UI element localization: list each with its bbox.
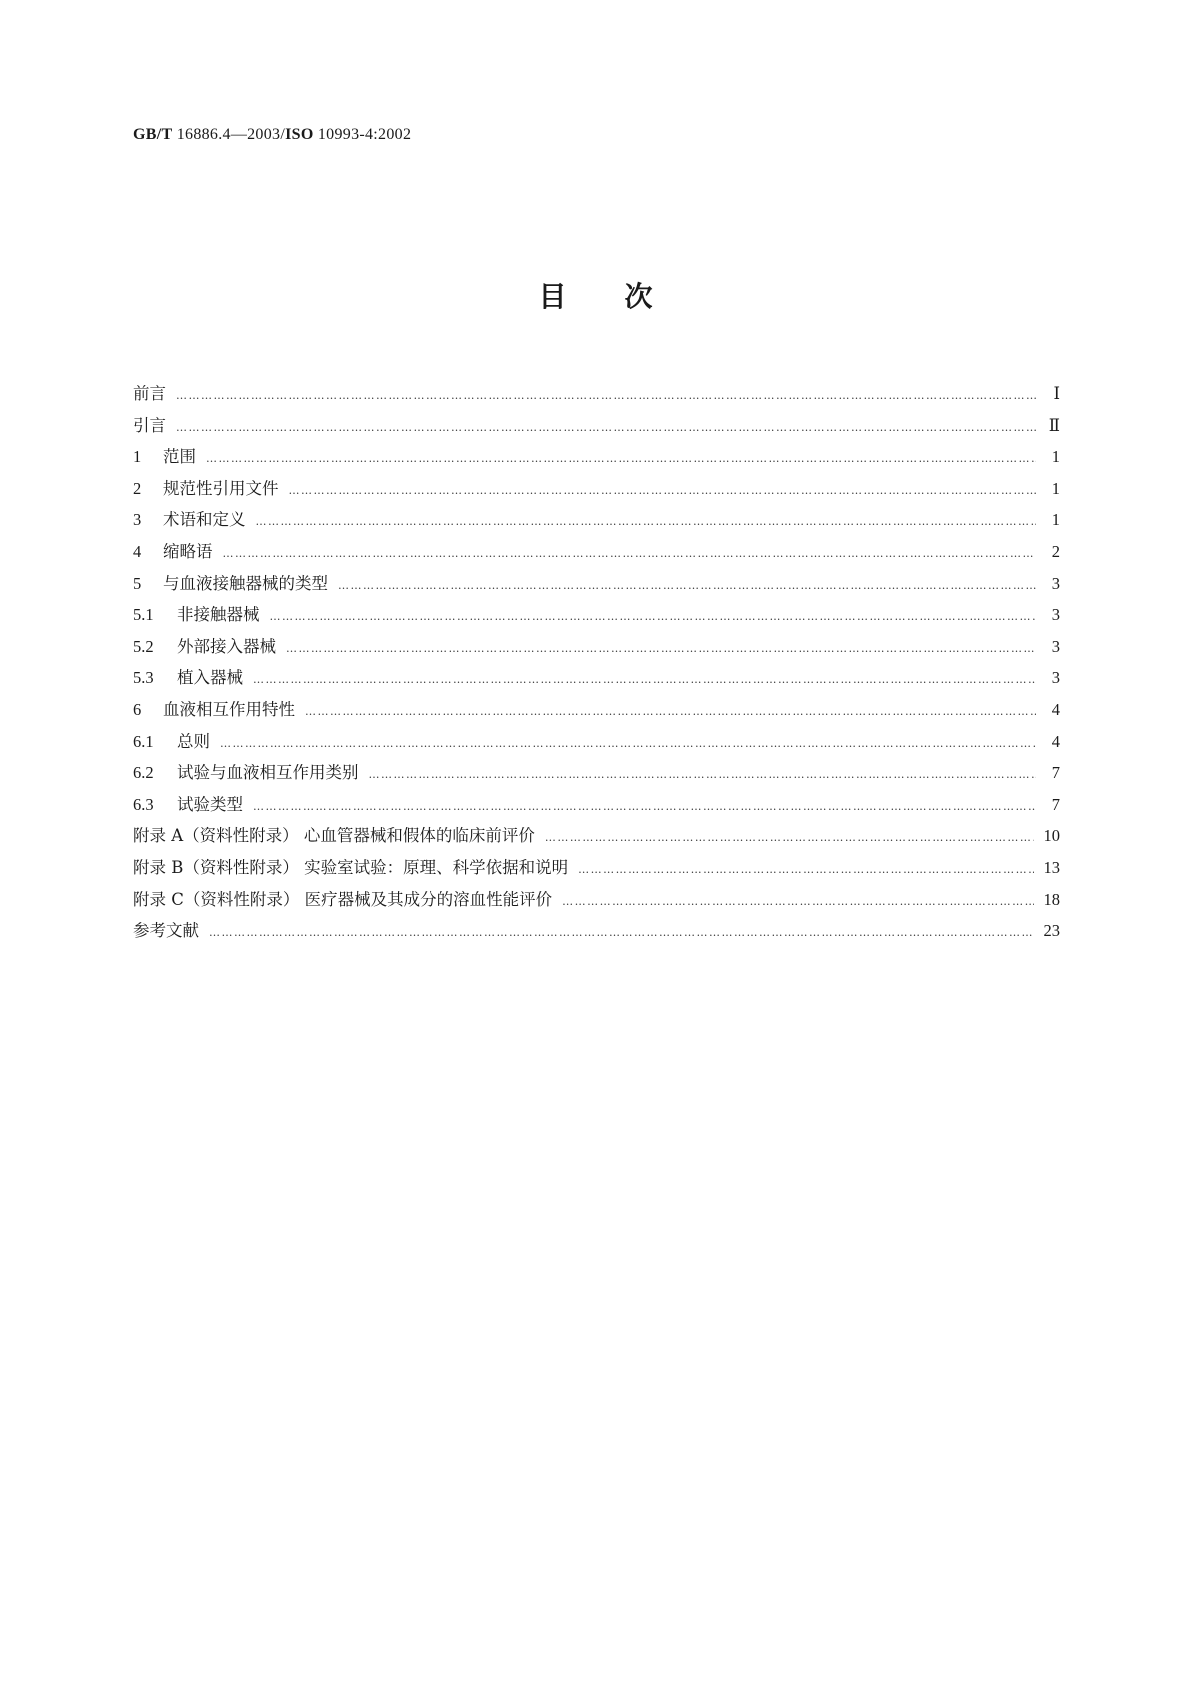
toc-leader-dots	[545, 831, 1034, 844]
iso-prefix: ISO	[285, 126, 314, 143]
toc-leader-dots	[176, 421, 1036, 434]
toc-entry-page: 3	[1051, 668, 1060, 688]
toc-entry[interactable]	[133, 443, 1060, 475]
toc-entry-page: 7	[1051, 763, 1060, 783]
toc-entry-label: 外部接入器械	[177, 636, 276, 656]
toc-entry[interactable]	[133, 822, 1060, 854]
page-title: 目次	[538, 280, 711, 313]
toc-entry[interactable]	[133, 791, 1060, 823]
toc-entry-label: 前言	[133, 384, 166, 403]
iso-code: 10993-4:2002	[313, 126, 412, 143]
toc-leader-dots	[369, 768, 1037, 781]
toc-leader-dots	[253, 673, 1036, 686]
toc-entry-number: 6.1	[133, 731, 154, 751]
toc-entry-page: 3	[1051, 605, 1060, 625]
toc-entry-number: 5.3	[133, 668, 154, 688]
toc-entry-label: 总则	[177, 731, 210, 751]
toc-entry[interactable]	[133, 412, 1060, 444]
toc-entry-label: 引言	[133, 415, 166, 435]
toc-entry-label: 血液相互作用特性	[163, 699, 295, 719]
toc-entry[interactable]	[133, 696, 1060, 728]
toc-entry-number: 6	[133, 699, 142, 719]
toc-entry-page: 7	[1051, 794, 1060, 814]
toc-entry[interactable]	[133, 664, 1060, 696]
toc-entry[interactable]	[133, 633, 1060, 665]
toc-leader-dots	[176, 389, 1036, 402]
toc-leader-dots	[253, 800, 1036, 813]
toc-entry-page: 4	[1051, 731, 1060, 751]
toc-entry-label: 附录 A（资料性附录） 心血管器械和假体的临床前评价	[133, 826, 535, 846]
toc-entry-label: 附录 C（资料性附录） 医疗器械及其成分的溶血性能评价	[133, 889, 553, 909]
toc-entry-label: 范围	[163, 447, 196, 467]
toc-entry-number: 6.2	[133, 763, 154, 783]
toc-entry-label: 非接触器械	[177, 605, 260, 625]
toc-entry[interactable]	[133, 601, 1060, 633]
toc-entry-page: 1	[1051, 447, 1060, 467]
toc-entry[interactable]	[133, 506, 1060, 538]
table-of-contents	[133, 380, 1060, 949]
toc-entry[interactable]	[133, 854, 1060, 886]
standard-code: 16886.4—2003/	[172, 126, 286, 143]
toc-entry[interactable]	[133, 728, 1060, 760]
toc-entry-page: 3	[1051, 636, 1060, 656]
toc-entry-page: 18	[1043, 889, 1060, 909]
toc-entry[interactable]	[133, 759, 1060, 791]
toc-entry-label: 规范性引用文件	[163, 478, 279, 498]
toc-entry-label: 附录 B（资料性附录） 实验室试验：原理、科学依据和说明	[133, 857, 569, 877]
toc-leader-dots	[223, 547, 1037, 560]
toc-entry[interactable]	[133, 380, 1060, 412]
toc-entry-label: 缩略语	[163, 541, 213, 561]
toc-entry-page: 3	[1051, 573, 1060, 593]
toc-entry-number: 5.2	[133, 636, 154, 656]
toc-entry-page: 2	[1051, 541, 1060, 561]
toc-leader-dots	[209, 926, 1034, 939]
toc-entry-label: 参考文献	[133, 921, 199, 941]
standard-prefix: GB/T	[133, 126, 173, 143]
toc-entry-label: 试验类型	[177, 794, 243, 814]
toc-leader-dots	[206, 452, 1036, 465]
toc-leader-dots	[578, 863, 1033, 876]
toc-entry-number: 4	[133, 541, 142, 561]
toc-leader-dots	[289, 484, 1037, 497]
toc-entry-label: 术语和定义	[163, 510, 246, 530]
toc-entry-label: 植入器械	[177, 668, 243, 688]
toc-entry-page: Ⅰ	[1053, 384, 1060, 403]
toc-leader-dots	[270, 610, 1037, 623]
toc-entry-page: Ⅱ	[1048, 415, 1060, 435]
toc-leader-dots	[286, 642, 1036, 655]
toc-entry-page: 13	[1043, 857, 1060, 877]
toc-leader-dots	[305, 705, 1036, 718]
toc-entry-number: 1	[133, 447, 142, 467]
toc-entry-number: 2	[133, 478, 142, 498]
toc-entry[interactable]	[133, 538, 1060, 570]
toc-entry-page: 23	[1043, 921, 1060, 941]
toc-entry-number: 5.1	[133, 605, 154, 625]
toc-entry[interactable]	[133, 475, 1060, 507]
toc-entry[interactable]	[133, 917, 1060, 949]
standard-number	[133, 126, 411, 144]
toc-entry-page: 1	[1051, 510, 1060, 530]
toc-entry-number: 3	[133, 510, 142, 530]
toc-entry[interactable]	[133, 886, 1060, 918]
toc-entry-page: 4	[1051, 699, 1060, 719]
toc-leader-dots	[562, 895, 1033, 908]
toc-entry-page: 10	[1043, 826, 1060, 846]
toc-entry-number: 5	[133, 573, 142, 593]
toc-leader-dots	[256, 515, 1037, 528]
toc-leader-dots	[338, 579, 1036, 592]
toc-entry-label: 试验与血液相互作用类别	[177, 763, 359, 783]
toc-entry[interactable]	[133, 570, 1060, 602]
toc-leader-dots	[220, 737, 1036, 750]
toc-entry-page: 1	[1051, 478, 1060, 498]
toc-entry-number: 6.3	[133, 794, 154, 814]
toc-entry-label: 与血液接触器械的类型	[163, 573, 328, 593]
